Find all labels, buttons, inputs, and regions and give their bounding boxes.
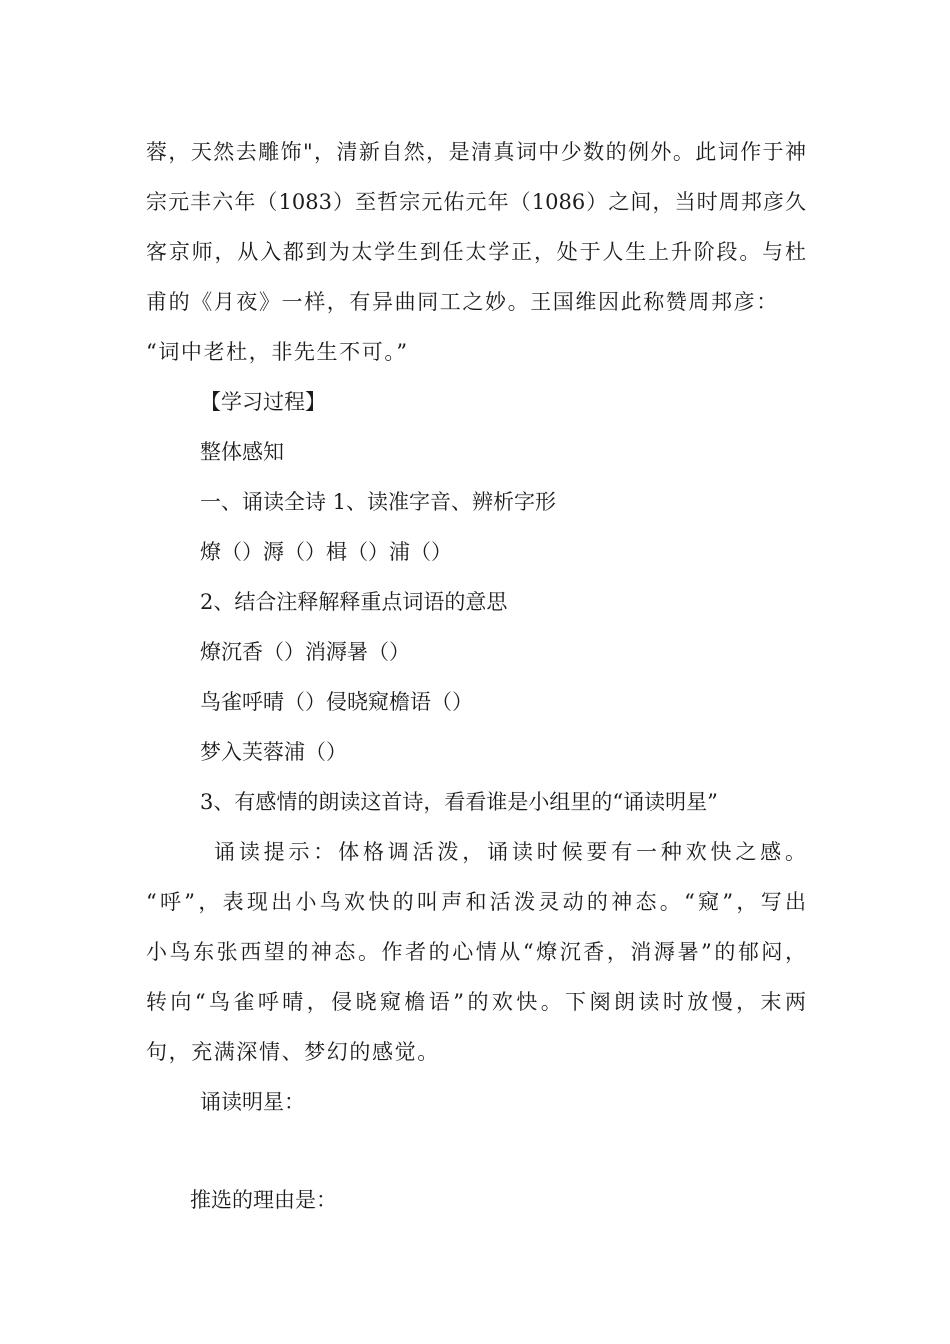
intro-line-5: “词中老杜，非先生不可。” [146, 340, 409, 364]
intro-line-3: 客京师，从入都到为太学生到任太学正，处于人生上升阶段。与杜 [146, 240, 806, 264]
tips-line-3: 小鸟东张西望的神态。作者的心情从“燎沉香，消溽暑”的郁闷， [146, 940, 806, 964]
intro-line-4: 甫的《月夜》一样，有异曲同工之妙。王国维因此称赞周邦彦： [146, 290, 779, 314]
reason-label: 推选的理由是： [190, 1188, 337, 1212]
task-2-item-1: 燎沉香（）消溽暑（） [200, 640, 410, 664]
section-title: 【学习过程】 [200, 390, 326, 414]
task-3-heading: 3、有感情的朗读这首诗，看看谁是小组里的“诵读明星” [200, 790, 718, 814]
star-label: 诵读明星： [200, 1090, 305, 1114]
task-1-characters: 燎（）溽（）楫（）浦（） [200, 540, 452, 564]
intro-line-1: 蓉，天然去雕饰"，清新自然，是清真词中少数的例外。此词作于神 [146, 140, 806, 164]
tips-line-4: 转向“鸟雀呼晴，侵晓窥檐语”的欢快。下阕朗读时放慢，末两 [146, 990, 806, 1014]
subsection-title: 整体感知 [200, 440, 284, 464]
tips-line-2: “呼”，表现出小鸟欢快的叫声和活泼灵动的神态。“窥”，写出 [146, 890, 806, 914]
tips-line-1: 诵读提示：体格调活泼，诵读时候要有一种欢快之感。 [214, 840, 806, 864]
tips-line-5: 句，充满深情、梦幻的感觉。 [146, 1040, 440, 1064]
intro-line-2: 宗元丰六年（1083）至哲宗元佑元年（1086）之间，当时周邦彦久 [146, 190, 806, 214]
task-2-item-2: 鸟雀呼晴（）侵晓窥檐语（） [200, 690, 473, 714]
task-2-item-3: 梦入芙蓉浦（） [200, 740, 347, 764]
task-2-heading: 2、结合注释解释重点词语的意思 [200, 590, 508, 614]
task-1-heading: 一、诵读全诗 1、读准字音、辨析字形 [200, 490, 557, 514]
